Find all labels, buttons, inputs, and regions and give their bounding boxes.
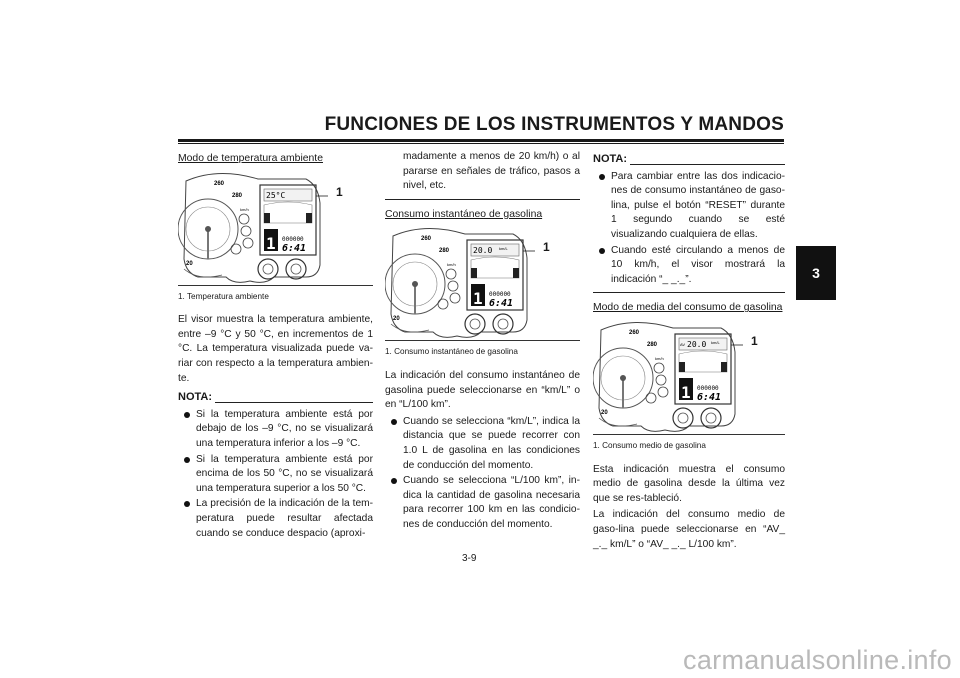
dial-label-260: 260 bbox=[629, 329, 640, 336]
lcd-odometer: 000000 bbox=[282, 235, 304, 243]
dial-label-260: 260 bbox=[214, 180, 225, 187]
lcd-gear: 1 bbox=[681, 382, 691, 402]
title-rule bbox=[178, 139, 784, 142]
nota-label: NOTA: bbox=[178, 391, 213, 404]
column-1 bbox=[178, 152, 373, 542]
chapter-tab[interactable]: 3 bbox=[796, 246, 836, 300]
nota-heading bbox=[593, 152, 785, 167]
section-title-instant-consumption: Consumo instantáneo de gasolina bbox=[385, 208, 543, 220]
column-3 bbox=[593, 152, 785, 554]
dial-label-20: 20 bbox=[186, 260, 193, 267]
title-rule-thin bbox=[178, 143, 784, 144]
lcd-clock: 6:41 bbox=[282, 242, 307, 254]
dashboard-illustration-instant bbox=[385, 224, 550, 340]
nota-rule bbox=[215, 402, 373, 403]
bullet-item: Cuando esté circulando a menos de 10 km/h, el visor mostrará la indicación “_ _._”. bbox=[593, 244, 785, 288]
lcd-average-prefix: AV bbox=[680, 341, 686, 347]
paragraph: El visor muestra la temperatura ambiente, entre –9 °C y 50 °C, en incrementos de 1 °C. La temperatura visualizada puede va-riar con respecto a la temperatura ambien-te. bbox=[178, 314, 373, 384]
nota-heading bbox=[178, 390, 373, 405]
callout-1: 1 bbox=[751, 333, 758, 348]
bullet-item: Cuando se selecciona “km/L”, indica la distancia que se puede recorrer con 1.0 L de gasolina en las condiciones de conducción del momento. bbox=[385, 415, 580, 473]
nota-end-rule bbox=[385, 199, 580, 200]
lcd-consumption: 20.0 bbox=[687, 339, 707, 349]
page-number: 3-9 bbox=[462, 553, 477, 564]
figure-caption: 1. Consumo instantáneo de gasolina bbox=[385, 347, 518, 357]
caption-rule bbox=[385, 340, 580, 341]
nota-rule bbox=[630, 164, 785, 165]
bullet-item: Para cambiar entre las dos indicacio-nes de consumo instantáneo de gaso-lina, pulse el botón “RESET” durante 1 segundo cuando se esté visualizando cualquiera de ellas. bbox=[593, 170, 785, 243]
callout-1: 1 bbox=[336, 184, 343, 199]
paragraph: La indicación del consumo instantáneo de gasolina puede seleccionarse en “km/L” o en “L/100 km”. bbox=[385, 369, 580, 411]
lcd-gear: 1 bbox=[266, 233, 276, 253]
paragraph: La indicación del consumo medio de gaso-lina puede seleccionarse en “AV_ _._ km/L” o “AV_ _._ L/100 km”. bbox=[593, 509, 785, 550]
lcd-speed-unit: km/h bbox=[655, 355, 664, 361]
section-title-temperature: Modo de temperatura ambiente bbox=[178, 153, 323, 164]
bullet-list bbox=[385, 415, 580, 533]
caption-rule bbox=[593, 434, 785, 435]
nota-end-rule bbox=[593, 292, 785, 293]
lcd-speed-unit: km/h bbox=[240, 206, 249, 212]
dial-label-280: 280 bbox=[647, 341, 658, 348]
bullet-item: La precisión de la indicación de la tem-peratura puede resultar afectada cuando se conduce despacio (aproxi- bbox=[178, 497, 373, 541]
lcd-odometer: 000000 bbox=[489, 291, 511, 299]
dial-label-280: 280 bbox=[439, 248, 450, 255]
bullet-item: Si la temperatura ambiente está por debajo de los –9 °C, no se visualizará una temperatura inferior a los –9 °C. bbox=[178, 408, 373, 452]
lcd-consumption-unit: km/L bbox=[711, 339, 720, 345]
figure-caption: 1. Temperatura ambiente bbox=[178, 291, 269, 301]
nota-list bbox=[178, 408, 373, 541]
caption-rule bbox=[178, 285, 373, 286]
lcd-clock: 6:41 bbox=[489, 298, 514, 310]
bullet-item: Si la temperatura ambiente está por encima de los 50 °C, no se visualizará una temperatura superior a los 50 °C. bbox=[178, 453, 373, 497]
bullet-item: Cuando se selecciona “L/100 km”, in-dica la cantidad de gasolina necesaria para recorrer 100 km en las condicio-nes de conducción del momento. bbox=[385, 474, 580, 532]
dashboard-illustration-temperature bbox=[178, 169, 343, 285]
dial-label-20: 20 bbox=[601, 409, 608, 416]
lcd-speed-unit: km/h bbox=[447, 262, 456, 268]
page-title: FUNCIONES DE LOS INSTRUMENTOS Y MANDOS bbox=[324, 114, 784, 135]
figure-caption: 1. Consumo medio de gasolina bbox=[593, 440, 706, 450]
watermark[interactable]: carmanualsonline.info bbox=[683, 645, 952, 675]
lcd-consumption-unit: km/L bbox=[499, 246, 508, 252]
paragraph: Esta indicación muestra el consumo medio de gasolina desde la última vez que se res-tableció. bbox=[593, 463, 785, 504]
callout-1: 1 bbox=[543, 240, 550, 255]
paragraph-continued: madamente a menos de 20 km/h) o al pararse en señales de tráfico, pasos a nivel, etc. bbox=[403, 151, 580, 192]
lcd-gear: 1 bbox=[473, 289, 483, 309]
section-title-average-consumption: Modo de media del consumo de gasolina bbox=[593, 302, 783, 314]
column-2 bbox=[385, 150, 580, 534]
dial-label-20: 20 bbox=[393, 316, 400, 323]
dial-label-280: 280 bbox=[232, 192, 243, 199]
lcd-temperature: 25°C bbox=[266, 190, 286, 200]
lcd-clock: 6:41 bbox=[697, 391, 722, 403]
dashboard-illustration-average bbox=[593, 318, 758, 434]
dial-label-260: 260 bbox=[421, 236, 432, 243]
lcd-odometer: 000000 bbox=[697, 384, 719, 392]
nota-list bbox=[593, 170, 785, 288]
lcd-consumption: 20.0 bbox=[473, 246, 493, 256]
nota-label: NOTA: bbox=[593, 153, 628, 165]
